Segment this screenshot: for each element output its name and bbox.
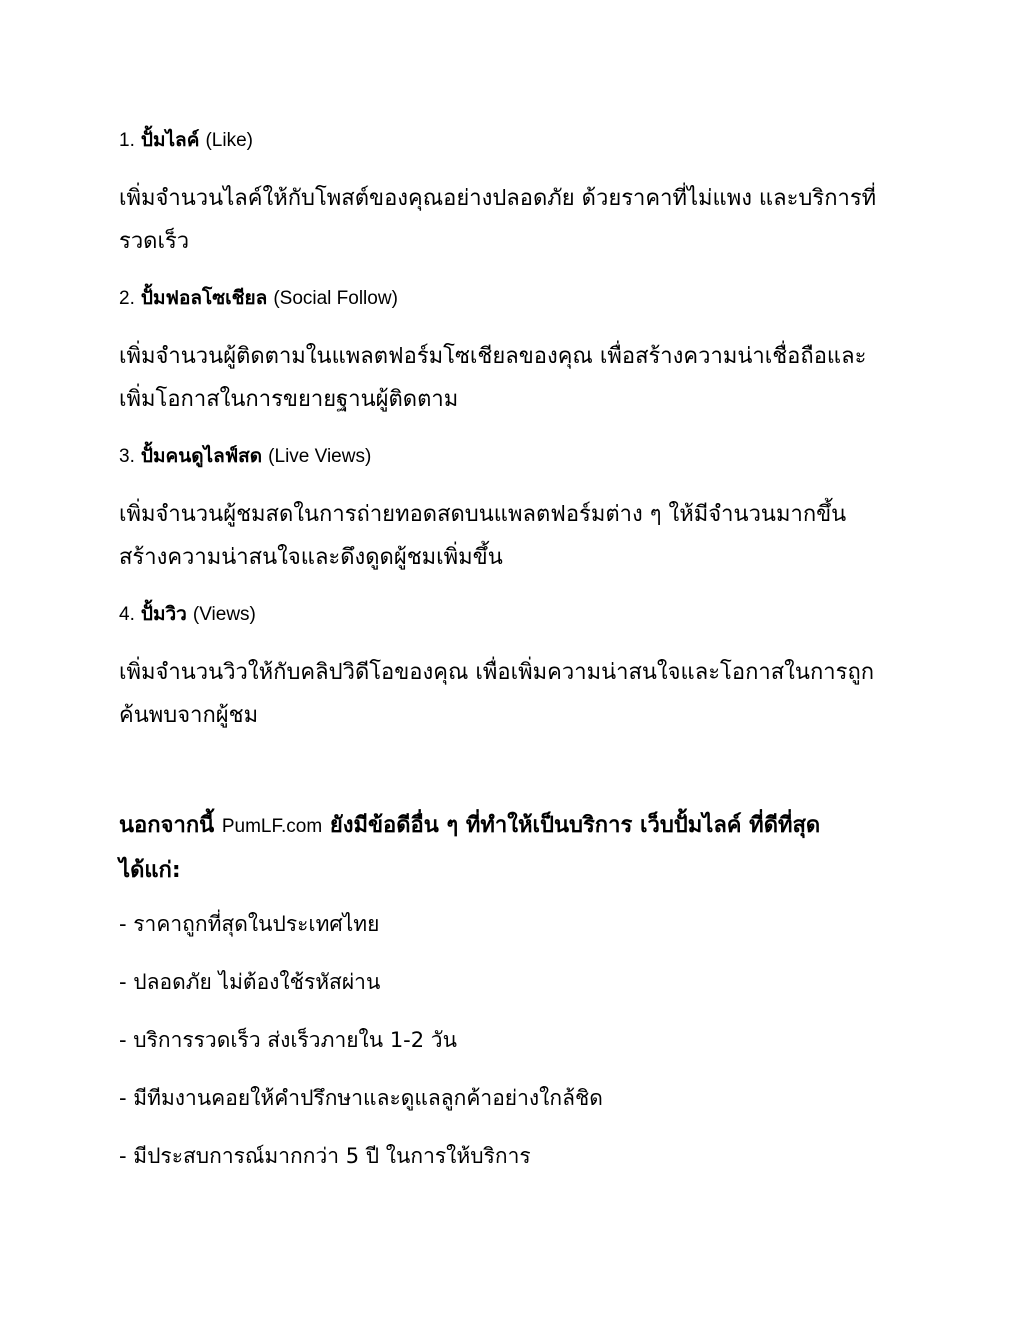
service-title-th: ปั้มวิว	[140, 603, 187, 625]
service-heading-live-views	[119, 442, 371, 471]
summary-paragraph	[119, 804, 889, 893]
benefit-item: - มีประสบการณ์มากกว่า 5 ปี ในการให้บริการ	[119, 1144, 531, 1168]
service-description-social-follow: เพิ่มจำนวนผู้ติดตามในแพลตฟอร์มโซเชียลของคุณ เพื่อสร้างความน่าเชื่อถือและเพิ่มโอกาสในการขยายฐานผู้ติดตาม	[119, 344, 867, 412]
service-title-th: ปั้มไลค์	[140, 129, 200, 151]
benefit-item: - ปลอดภัย ไม่ต้องใช้รหัสผ่าน	[119, 970, 381, 994]
service-title-th: ปั้มคนดูไลฟ์สด	[140, 445, 263, 467]
summary-rest: ยังมีข้อดีอื่น ๆ ที่ทำให้เป็นบริการ เว็บปั้มไลค์ ที่ดีที่สุด ได้แก่:	[119, 813, 821, 883]
service-heading-views	[119, 600, 256, 629]
service-title-en: (Views)	[192, 604, 256, 625]
benefit-item: - ราคาถูกที่สุดในประเทศไทย	[119, 912, 380, 936]
service-title-en: (Live Views)	[268, 446, 372, 467]
summary-lead: นอกจากนี้	[119, 813, 215, 838]
service-number: 1.	[119, 130, 135, 151]
service-heading-social-follow	[119, 284, 398, 313]
service-description-like: เพิ่มจำนวนไลค์ให้กับโพสต์ของคุณอย่างปลอดภัย ด้วยราคาที่ไม่แพง และบริการที่รวดเร็ว	[119, 186, 877, 254]
service-description-views: เพิ่มจำนวนวิวให้กับคลิปวิดีโอของคุณ เพื่อเพิ่มความน่าสนใจและโอกาสในการถูกค้นพบจากผู้ชม	[119, 660, 875, 728]
summary-site-name: PumLF.com	[221, 816, 323, 837]
service-description-live-views: เพิ่มจำนวนผู้ชมสดในการถ่ายทอดสดบนแพลตฟอร์มต่าง ๆ ให้มีจำนวนมากขึ้น สร้างความน่าสนใจและดึงดูดผู้ชมเพิ่มขึ้น	[119, 502, 847, 570]
service-number: 2.	[119, 288, 135, 309]
benefit-item: - มีทีมงานคอยให้คำปรึกษาและดูแลลูกค้าอย่างใกล้ชิด	[119, 1086, 603, 1110]
benefit-item: - บริการรวดเร็ว ส่งเร็วภายใน 1-2 วัน	[119, 1028, 457, 1052]
service-number: 3.	[119, 446, 135, 467]
service-title-en: (Like)	[205, 130, 253, 151]
service-number: 4.	[119, 604, 135, 625]
service-title-th: ปั้มฟอลโซเชียล	[140, 287, 268, 309]
service-heading-like	[119, 126, 253, 155]
service-title-en: (Social Follow)	[273, 288, 398, 309]
